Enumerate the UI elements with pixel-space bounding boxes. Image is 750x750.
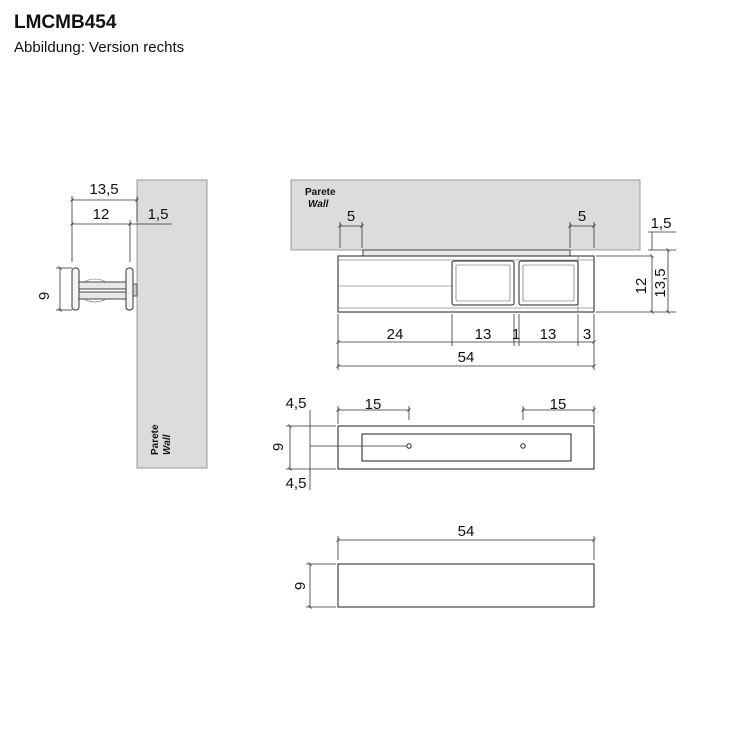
top-wall [291,180,640,250]
back-dim-height: 9 [270,442,287,452]
top-wall-label-en: Wall [308,199,329,210]
back-view [270,395,594,492]
front-dim-height: 9 [292,581,309,591]
product-code: LMCMB454 [14,12,117,33]
top-view [291,180,676,370]
figure-caption: Abbildung: Version rechts [14,39,185,56]
front-body [338,564,594,607]
side-wall-label-it: Parete [150,424,161,455]
back-dim-bottom-margin: 4,5 [285,475,307,492]
top-dim-left-offset: 5 [346,208,356,225]
mount-hole-right [521,444,525,448]
side-dim-height: 9 [36,291,53,301]
top-wall-label-it: Parete [305,187,336,198]
top-dim-seg-1: 24 [386,326,404,343]
front-dim-width: 54 [457,523,475,540]
side-view [36,180,207,468]
back-recess [362,434,571,461]
top-dim-seg-5: 3 [582,326,592,343]
side-dim-total: 13,5 [89,181,119,198]
top-dim-depth-total: 13,5 [652,268,669,298]
back-dim-right-hole: 15 [549,396,567,413]
top-dim-seg-3: 1 [511,326,521,343]
top-dim-seg-4: 13 [539,326,557,343]
front-view [292,523,594,607]
side-dim-inner: 12 [92,206,110,223]
top-dim-total: 54 [457,349,475,366]
pad-left [452,261,514,305]
side-wall-label-en: Wall [162,434,173,455]
pad-right [519,261,578,305]
side-wall [137,180,207,468]
top-dim-seg-2: 13 [474,326,492,343]
side-dim-right: 1,5 [147,206,169,223]
top-dim-depth-inner: 12 [633,277,650,295]
back-dim-top-margin: 4,5 [285,395,307,412]
back-dim-left-hole: 15 [364,396,382,413]
top-dim-right-offset: 5 [577,208,587,225]
mount-hole-left [407,444,411,448]
mounting-plate [363,250,570,256]
top-dim-gap: 1,5 [650,215,672,232]
bracket-side-profile [72,268,137,310]
